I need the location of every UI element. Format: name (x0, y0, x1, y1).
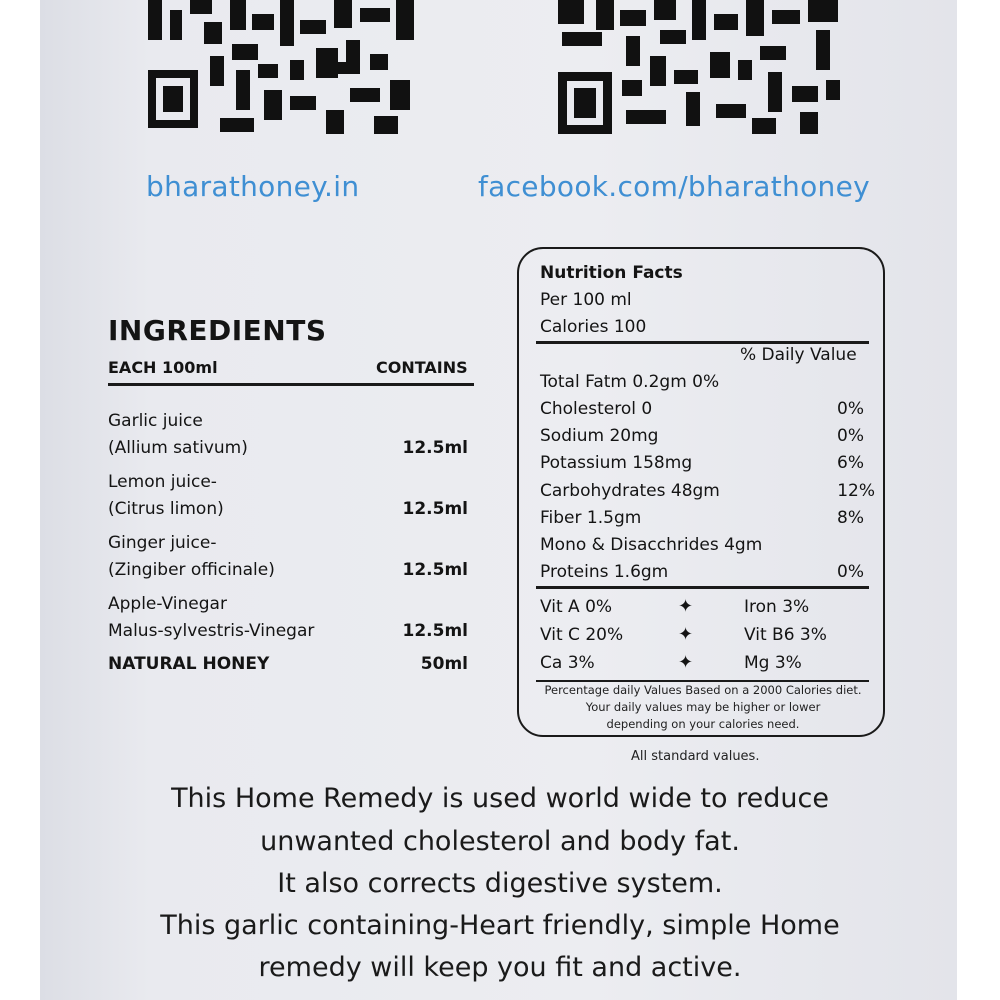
nutrient-value: 0% (837, 399, 864, 419)
ingredients-divider (108, 383, 474, 386)
nutrient-label: Sodium 20mg (540, 426, 659, 446)
qr-code-website[interactable] (140, 0, 422, 140)
remedy-text-line: This garlic containing-Heart friendly, simple Home (160, 910, 840, 941)
ingredient-name: NATURAL HONEY (108, 654, 270, 674)
ingredient-name: Apple-Vinegar (108, 594, 227, 614)
ingredient-amount: 12.5ml (402, 621, 468, 641)
nutrition-calories: Calories 100 (540, 317, 647, 337)
nutrient-label: Fiber 1.5gm (540, 508, 642, 528)
ingredients-header-right: CONTAINS (376, 358, 468, 377)
nutrient-label: Cholesterol 0 (540, 399, 653, 419)
nutrition-serving: Per 100 ml (540, 290, 632, 310)
ingredient-amount: 12.5ml (402, 560, 468, 580)
ingredient-name: Garlic juice (108, 411, 203, 431)
vitamin-right: Vit B6 3% (744, 625, 827, 645)
nutrient-label: Proteins 1.6gm (540, 562, 669, 582)
vitamin-left: Vit C 20% (540, 625, 624, 645)
standard-values-note: All standard values. (631, 749, 760, 764)
vitamin-left: Ca 3% (540, 653, 595, 673)
qr-code-facebook[interactable] (556, 0, 848, 140)
nutrient-label: Total Fatm 0.2gm 0% (540, 372, 720, 392)
nutrient-label: Potassium 158mg (540, 453, 693, 473)
ingredients-header-left: EACH 100ml (108, 358, 218, 377)
footnote-line: depending on your calories need. (606, 717, 800, 731)
remedy-text-line: unwanted cholesterol and body fat. (260, 826, 740, 857)
nutrient-value: 0% (837, 426, 864, 446)
ingredient-amount: 12.5ml (402, 499, 468, 519)
ingredient-amount: 50ml (420, 654, 468, 674)
footnote-line: Your daily values may be higher or lower (585, 700, 821, 714)
star-icon: ✦ (678, 624, 694, 645)
nutrition-divider (536, 341, 869, 344)
nutrient-value: 0% (837, 562, 864, 582)
vitamin-right: Iron 3% (744, 597, 810, 617)
ingredient-latin-name: (Citrus limon) (108, 499, 224, 519)
website-link[interactable]: bharathoney.in (146, 170, 360, 203)
facebook-link[interactable]: facebook.com/bharathoney (478, 170, 870, 203)
nutrient-label: Mono & Disacchrides 4gm (540, 535, 763, 555)
ingredient-amount: 12.5ml (402, 438, 468, 458)
ingredient-name: Lemon juice- (108, 472, 217, 492)
daily-value-header: % Daily Value (740, 345, 857, 365)
nutrition-divider (536, 586, 869, 589)
footnote-line: Percentage daily Values Based on a 2000 Calories diet. (544, 683, 862, 697)
ingredient-latin-name: (Zingiber officinale) (108, 560, 275, 580)
nutrition-title: Nutrition Facts (540, 263, 683, 283)
remedy-text-line: This Home Remedy is used world wide to reduce (171, 783, 829, 814)
nutrient-label: Carbohydrates 48gm (540, 481, 720, 501)
vitamin-right: Mg 3% (744, 653, 802, 673)
nutrient-value: 8% (837, 508, 864, 528)
star-icon: ✦ (678, 652, 694, 673)
nutrient-value: 12% (837, 481, 875, 501)
ingredients-title: INGREDIENTS (108, 314, 327, 347)
remedy-text-line: remedy will keep you fit and active. (258, 952, 742, 983)
ingredient-name: Ginger juice- (108, 533, 217, 553)
ingredient-latin-name: (Allium sativum) (108, 438, 248, 458)
remedy-text-line: It also corrects digestive system. (277, 868, 723, 899)
nutrient-value: 6% (837, 453, 864, 473)
vitamin-left: Vit A 0% (540, 597, 613, 617)
ingredient-latin-name: Malus-sylvestris-Vinegar (108, 621, 315, 641)
star-icon: ✦ (678, 596, 694, 617)
